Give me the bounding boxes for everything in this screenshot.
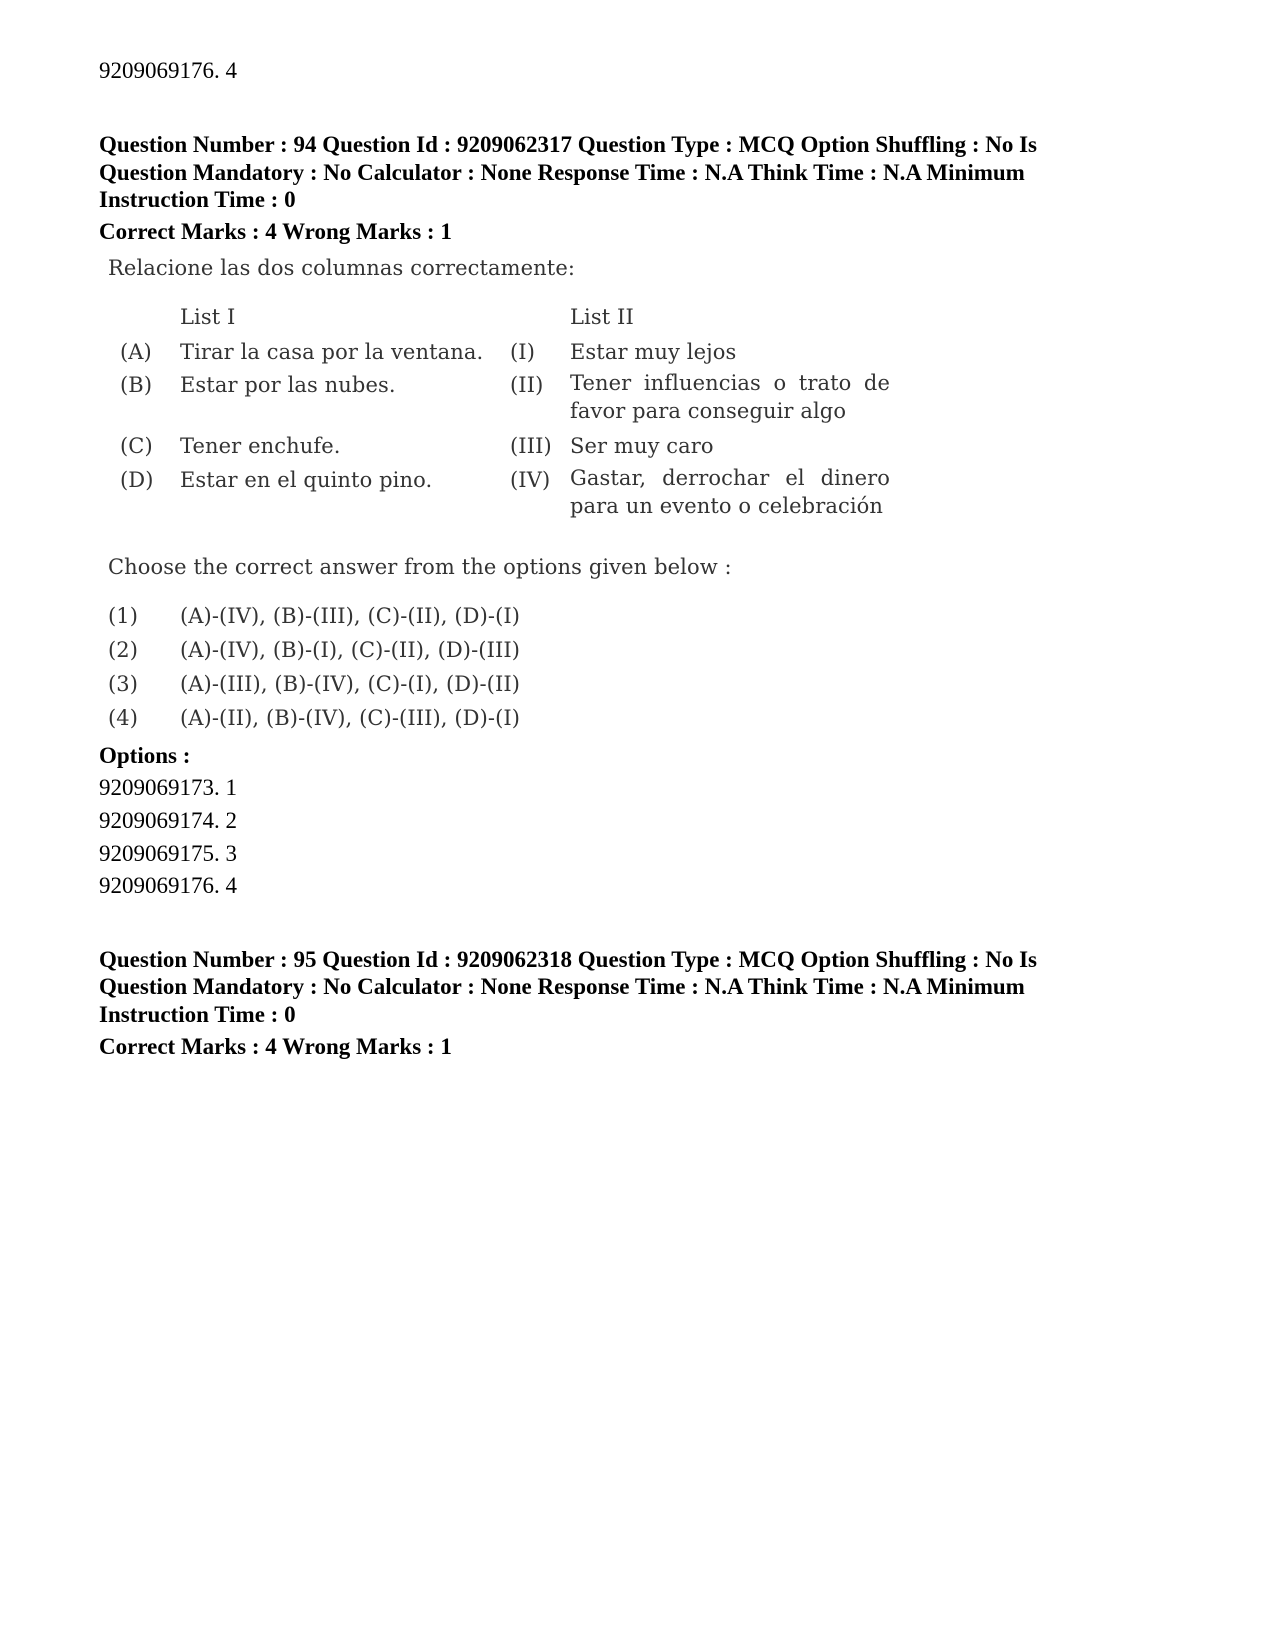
q94-option: 9209069175. 3 xyxy=(99,841,237,866)
q94-options-label: Options : xyxy=(99,743,191,768)
choice-number: (3) xyxy=(108,672,139,696)
list-2-key: (I) xyxy=(510,340,535,364)
list-1-key: (C) xyxy=(120,434,153,458)
q94-choose-prompt: Choose the correct answer from the options given below : xyxy=(108,555,732,579)
list-2-key: (IV) xyxy=(510,468,551,492)
choice-text: (A)-(IV), (B)-(III), (C)-(II), (D)-(I) xyxy=(180,604,521,628)
list-1-item: Tirar la casa por la ventana. xyxy=(180,340,484,364)
list-2-item: Tener influencias o trato de favor para conseguir algo xyxy=(570,371,890,423)
list-2-item: Estar muy lejos xyxy=(570,340,737,364)
choice-number: (1) xyxy=(108,604,139,628)
choice-number: (2) xyxy=(108,638,139,662)
choice-text: (A)-(III), (B)-(IV), (C)-(I), (D)-(II) xyxy=(180,672,521,696)
q95-marks: Correct Marks : 4 Wrong Marks : 1 xyxy=(99,1034,452,1059)
previous-answer-line: 9209069176. 4 xyxy=(99,58,237,83)
list-2-key: (II) xyxy=(510,373,544,397)
list-2-heading: List II xyxy=(570,305,634,329)
q94-instruction: Relacione las dos columnas correctamente: xyxy=(108,256,576,280)
list-2-item: Ser muy caro xyxy=(570,434,714,458)
list-1-key: (D) xyxy=(120,468,154,492)
list-1-key: (A) xyxy=(120,340,152,364)
q94-header-line-1: Question Number : 94 Question Id : 9209062317 Question Type : MCQ Option Shuffling : No Is xyxy=(99,132,1038,157)
choice-text: (A)-(II), (B)-(IV), (C)-(III), (D)-(I) xyxy=(180,706,521,730)
list-1-item: Estar por las nubes. xyxy=(180,373,396,397)
q94-option: 9209069176. 4 xyxy=(99,873,237,898)
list-1-heading: List I xyxy=(180,305,236,329)
q95-header-line-2: Question Mandatory : No Calculator : None Response Time : N.A Think Time : N.A Minimum xyxy=(99,974,1025,999)
choice-text: (A)-(IV), (B)-(I), (C)-(II), (D)-(III) xyxy=(180,638,521,662)
q94-header-line-2: Question Mandatory : No Calculator : None Response Time : N.A Think Time : N.A Minimum xyxy=(99,160,1025,185)
q95-header-line-1: Question Number : 95 Question Id : 9209062318 Question Type : MCQ Option Shuffling : No Is xyxy=(99,947,1038,972)
q94-option: 9209069174. 2 xyxy=(99,808,237,833)
list-1-key: (B) xyxy=(120,373,153,397)
list-2-key: (III) xyxy=(510,434,552,458)
q94-marks: Correct Marks : 4 Wrong Marks : 1 xyxy=(99,219,452,244)
list-2-item: Gastar, derrochar el dinero para un evento o celebración xyxy=(570,466,890,518)
q94-header-line-3: Instruction Time : 0 xyxy=(99,187,296,212)
list-1-item: Tener enchufe. xyxy=(180,434,341,458)
list-1-item: Estar en el quinto pino. xyxy=(180,468,433,492)
q95-header-line-3: Instruction Time : 0 xyxy=(99,1002,296,1027)
choice-number: (4) xyxy=(108,706,139,730)
q94-option: 9209069173. 1 xyxy=(99,775,237,800)
